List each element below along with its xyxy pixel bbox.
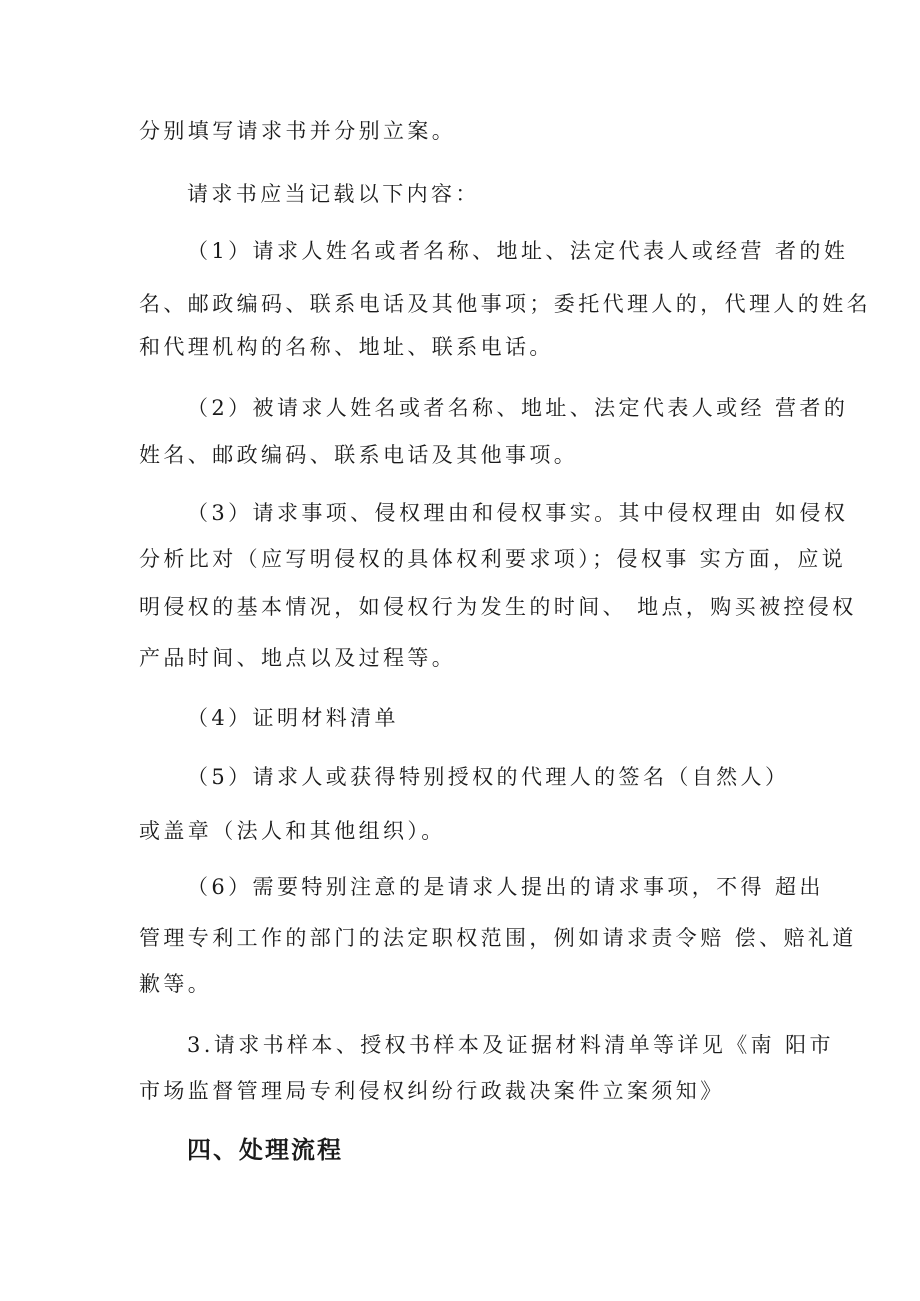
list-item-line: 和代理机构的名称、地址、联系电话。: [139, 335, 554, 359]
paragraph-line: 分别填写请求书并分别立案。: [139, 119, 457, 143]
list-item-line: 产品时间、地点以及过程等。: [139, 646, 457, 670]
list-item-line: （2）被请求人姓名或者名称、地址、法定代表人或经 营者的: [187, 396, 849, 420]
paragraph-line: 请求书应当记载以下内容：: [187, 182, 480, 206]
list-item-line: 姓名、邮政编码、联系电话及其他事项。: [139, 443, 579, 467]
list-item-line: （4）证明材料清单: [187, 706, 399, 730]
list-item-line: 歉等。: [139, 972, 213, 996]
list-item-line: （1）请求人姓名或者名称、地址、法定代表人或经营 者的姓: [187, 239, 849, 263]
section-heading: 四、处理流程: [187, 1136, 343, 1164]
list-item-line: （6）需要特别注意的是请求人提出的请求事项，不得 超出: [187, 875, 824, 899]
list-item-line: 明侵权的基本情况，如侵权行为发生的时间、 地点，购买被控侵权: [139, 595, 857, 619]
list-item-line: 或盖章（法人和其他组织）。: [139, 819, 446, 843]
list-item-line: 分析比对（应写明侵权的具体权利要求项）；侵权事 实方面，应说: [139, 547, 847, 571]
list-item-line: 名、邮政编码、联系电话及其他事项；委托代理人的，代理人的姓名: [139, 292, 871, 316]
paragraph-line: 3.请求书样本、授权书样本及证据材料清单等详见《南 阳市: [187, 1033, 834, 1057]
list-item-line: （3）请求事项、侵权理由和侵权事实。其中侵权理由 如侵权: [187, 501, 849, 525]
list-item-line: （5）请求人或获得特别授权的代理人的签名（自然人）: [187, 765, 790, 789]
list-item-line: 管理专利工作的部门的法定职权范围，例如请求责令赔 偿、赔礼道: [139, 926, 857, 950]
paragraph-line: 市场监督管理局专利侵权纠纷行政裁决案件立案须知》: [139, 1079, 725, 1103]
